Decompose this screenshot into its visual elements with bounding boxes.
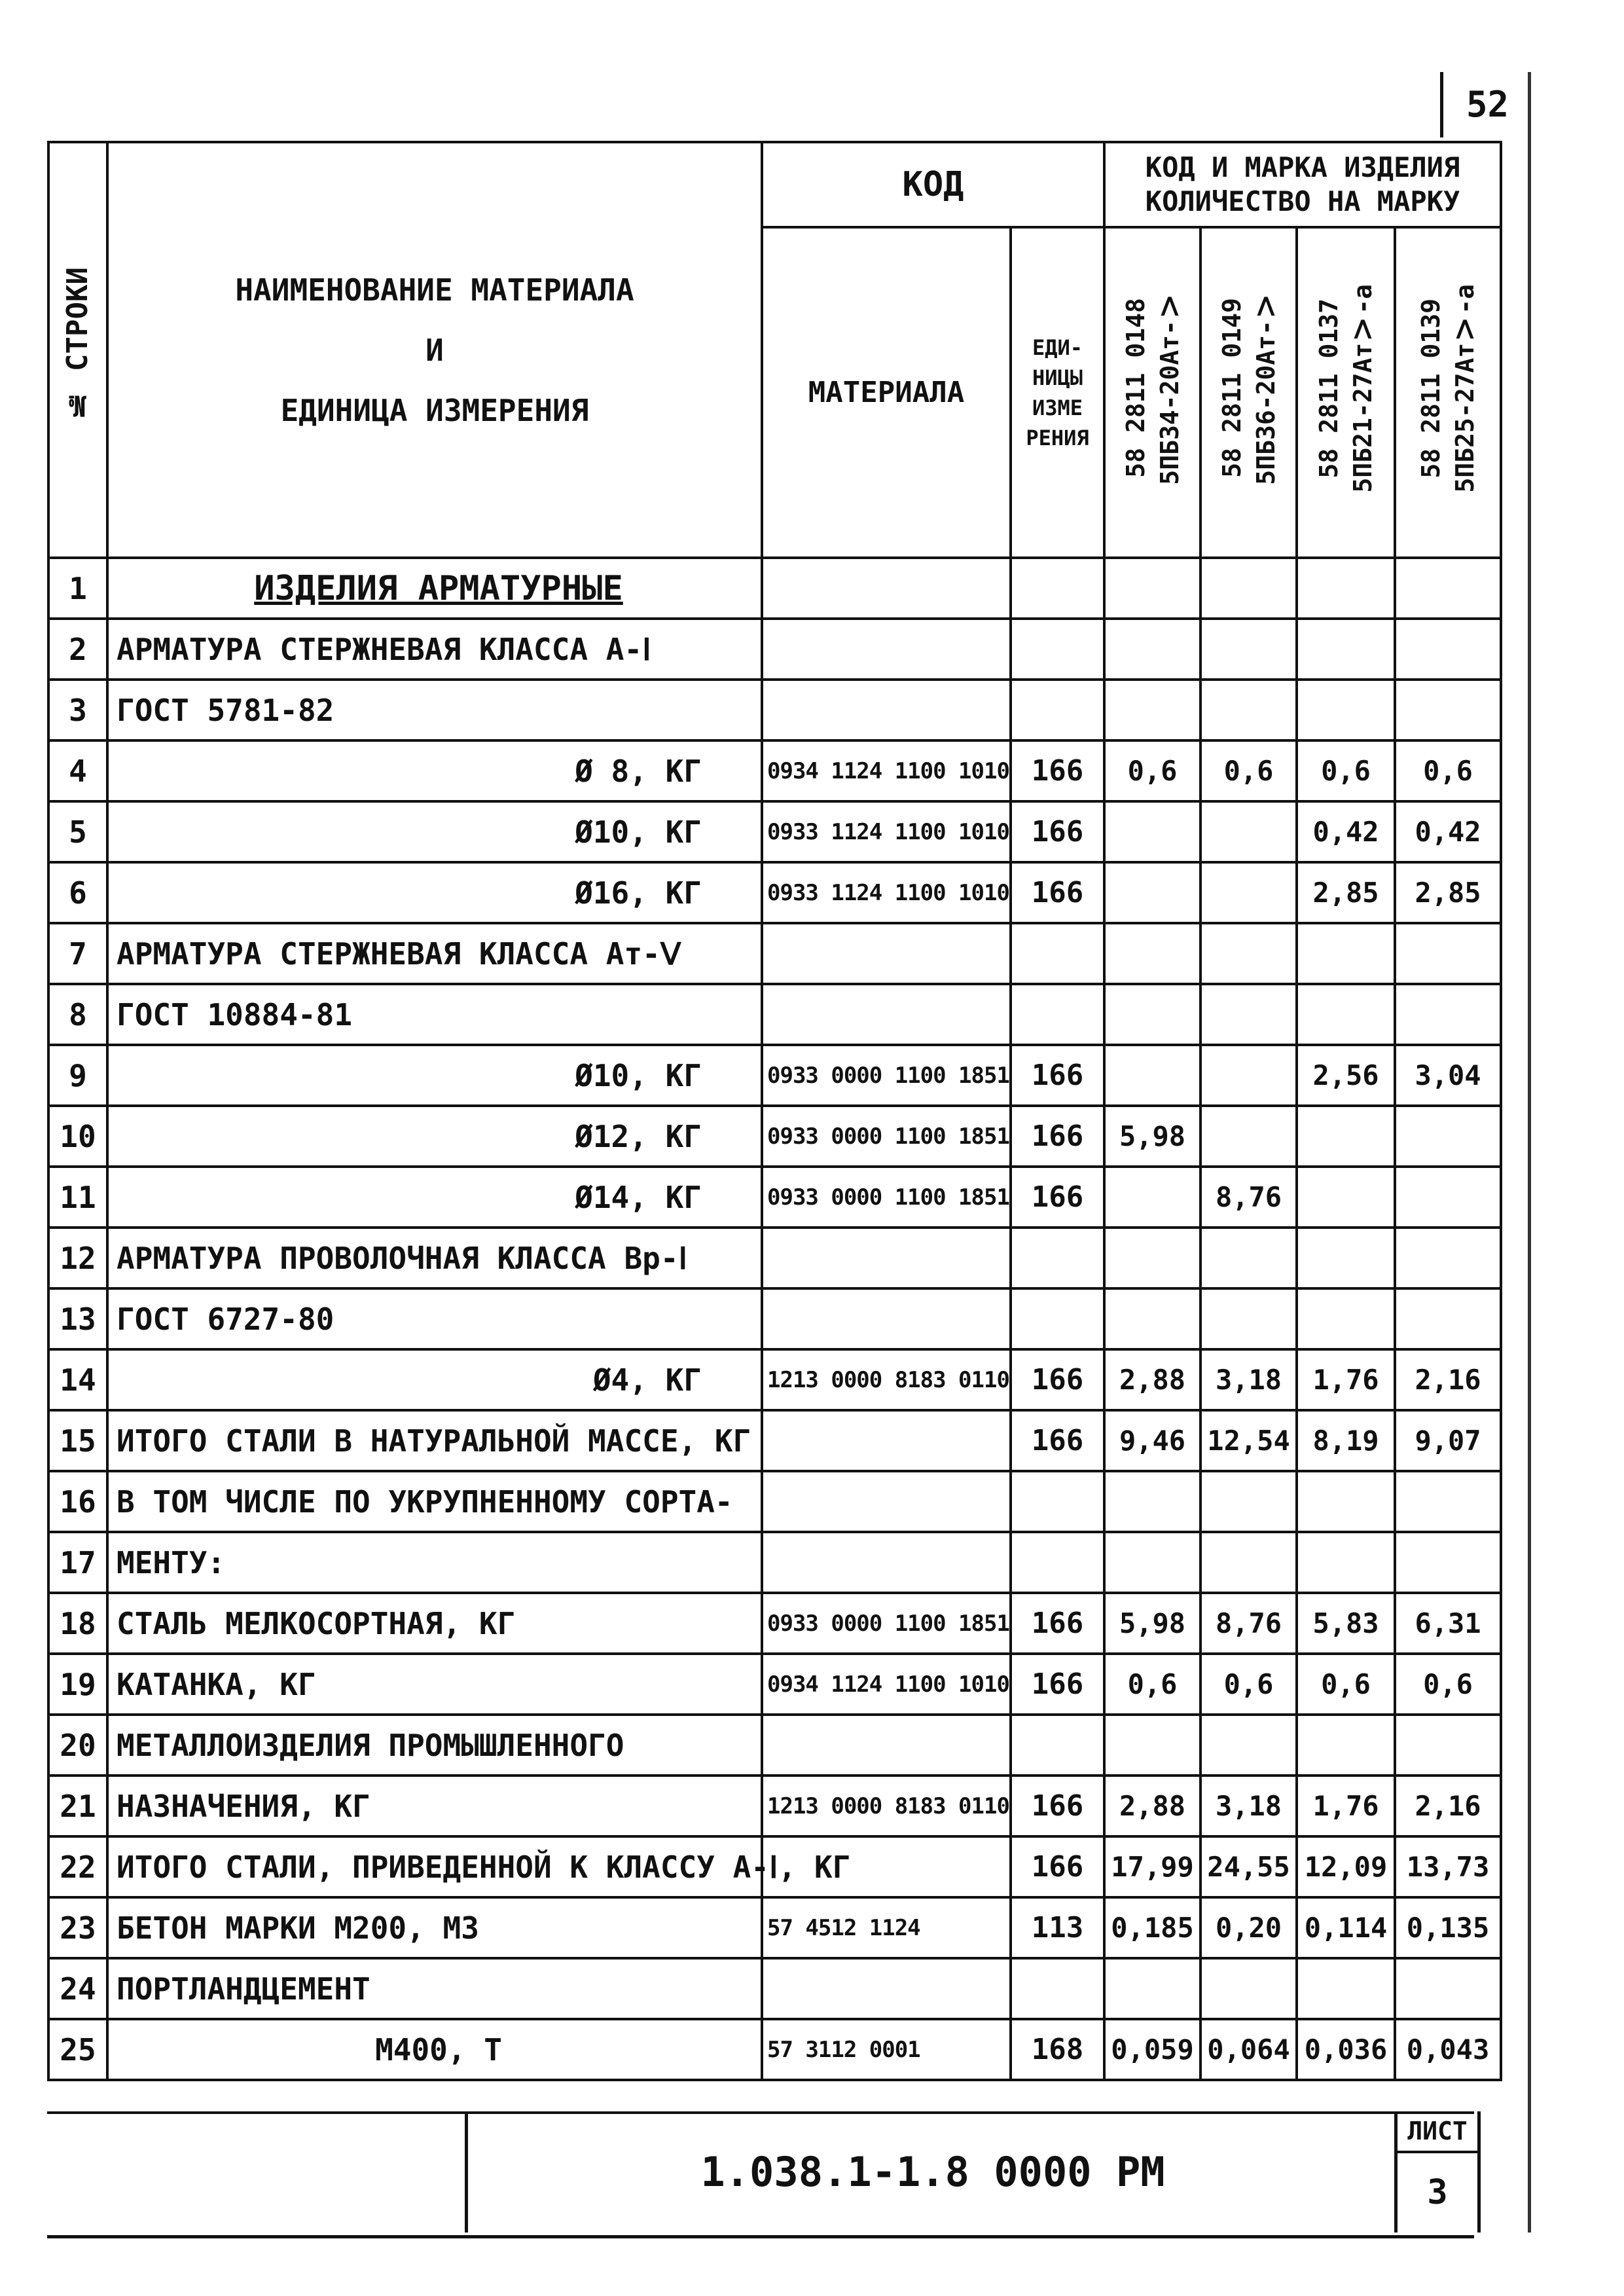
row-number: 24: [48, 1958, 107, 2019]
material-code: 0934 1124 1100 1010: [762, 740, 1011, 801]
quantity-4: [1395, 1288, 1501, 1349]
right-margin-line: [1528, 72, 1531, 2232]
unit-code: 166: [1011, 1410, 1104, 1471]
quantity-3: 5,83: [1297, 1593, 1395, 1654]
table-row: [48, 1410, 1501, 1471]
quantity-4: [1395, 619, 1501, 680]
quantity-1: [1104, 801, 1200, 862]
quantity-2: 0,6: [1200, 1654, 1297, 1715]
quantity-1: [1104, 558, 1200, 619]
quantity-4: 2,16: [1395, 1776, 1501, 1836]
quantity-3: 0,6: [1297, 1654, 1395, 1715]
unit-code: [1011, 1288, 1104, 1349]
quantity-4: [1395, 1958, 1501, 2019]
row-number: 3: [48, 680, 107, 740]
table-row: [48, 1897, 1501, 1958]
material-code: 0933 0000 1100 1851: [762, 1167, 1011, 1228]
quantity-4: 9,07: [1395, 1410, 1501, 1471]
quantity-1: [1104, 1532, 1200, 1593]
unit-code: [1011, 680, 1104, 740]
product-column-1: 58 2811 0148 5ПБ34-20Ат-Ⅴ: [1104, 227, 1200, 558]
quantity-1: 0,059: [1104, 2019, 1200, 2080]
quantity-1: [1104, 923, 1200, 984]
table-row: [48, 1958, 1501, 2019]
header-product: [1104, 142, 1501, 227]
material-code: 0933 1124 1100 1010: [762, 862, 1011, 923]
quantity-3: 0,114: [1297, 1897, 1395, 1958]
table-row: [48, 1045, 1501, 1106]
material-code: 0933 1124 1100 1010: [762, 801, 1011, 862]
page-number: 52: [1440, 72, 1532, 137]
header-name-line3: ЕДИНИЦА ИЗМЕРЕНИЯ: [280, 392, 589, 428]
quantity-3: 8,19: [1297, 1410, 1395, 1471]
quantity-2: 12,54: [1200, 1410, 1297, 1471]
unit-code: [1011, 923, 1104, 984]
quantity-2: [1200, 923, 1297, 984]
document-code: 1.038.1-1.8 0000 РМ: [465, 2111, 1398, 2232]
row-number: 8: [48, 984, 107, 1045]
quantity-2: [1200, 984, 1297, 1045]
row-number: 7: [48, 923, 107, 984]
header-code: КОД: [762, 142, 1104, 227]
quantity-1: [1104, 1958, 1200, 2019]
unit-code: 166: [1011, 1836, 1104, 1897]
row-number: 18: [48, 1593, 107, 1654]
row-number: 16: [48, 1471, 107, 1532]
table-row: [48, 740, 1501, 801]
table-row: [48, 619, 1501, 680]
quantity-2: [1200, 862, 1297, 923]
material-code: 1213 0000 8183 0110: [762, 1349, 1011, 1410]
quantity-4: [1395, 984, 1501, 1045]
quantity-3: [1297, 1715, 1395, 1776]
quantity-2: 24,55: [1200, 1836, 1297, 1897]
material-name: В ТОМ ЧИСЛЕ ПО УКРУПНЕННОМУ СОРТА-: [107, 1471, 762, 1532]
material-name: Ø 8, КГ: [107, 740, 762, 801]
unit-code: [1011, 1471, 1104, 1532]
quantity-3: [1297, 1532, 1395, 1593]
quantity-4: [1395, 1471, 1501, 1532]
header-code-unit-line2: НИЦЫ: [1032, 365, 1083, 390]
quantity-1: 2,88: [1104, 1349, 1200, 1410]
quantity-2: 3,18: [1200, 1349, 1297, 1410]
quantity-1: 2,88: [1104, 1776, 1200, 1836]
material-name: СТАЛЬ МЕЛКОСОРТНАЯ, КГ: [107, 1593, 762, 1654]
unit-code: 166: [1011, 1593, 1104, 1654]
unit-code: [1011, 1958, 1104, 2019]
material-name: ГОСТ 5781-82: [107, 680, 762, 740]
quantity-2: [1200, 1228, 1297, 1288]
quantity-4: 0,6: [1395, 1654, 1501, 1715]
material-code: [762, 1532, 1011, 1593]
quantity-2: 0,064: [1200, 2019, 1297, 2080]
quantity-2: [1200, 1715, 1297, 1776]
material-name: Ø16, КГ: [107, 862, 762, 923]
row-number: 14: [48, 1349, 107, 1410]
table-row: [48, 1228, 1501, 1288]
unit-code: [1011, 1228, 1104, 1288]
quantity-4: 6,31: [1395, 1593, 1501, 1654]
row-number: 5: [48, 801, 107, 862]
quantity-2: [1200, 619, 1297, 680]
quantity-2: 0,6: [1200, 740, 1297, 801]
quantity-3: 2,56: [1297, 1045, 1395, 1106]
header-product-line1: КОД И МАРКА ИЗДЕЛИЯ: [1145, 151, 1460, 183]
quantity-2: 8,76: [1200, 1167, 1297, 1228]
quantity-2: [1200, 1471, 1297, 1532]
row-number: 1: [48, 558, 107, 619]
quantity-4: [1395, 1715, 1501, 1776]
row-number: 6: [48, 862, 107, 923]
table-row: [48, 1167, 1501, 1228]
table-row: [48, 1532, 1501, 1593]
quantity-1: 17,99: [1104, 1836, 1200, 1897]
quantity-4: 2,85: [1395, 862, 1501, 923]
row-number: 4: [48, 740, 107, 801]
unit-code: 166: [1011, 1167, 1104, 1228]
material-code: 0934 1124 1100 1010: [762, 1654, 1011, 1715]
quantity-1: [1104, 1228, 1200, 1288]
material-code: [762, 923, 1011, 984]
quantity-4: [1395, 1532, 1501, 1593]
unit-code: [1011, 619, 1104, 680]
header-name: [107, 142, 762, 558]
table-row: [48, 1288, 1501, 1349]
row-number: 2: [48, 619, 107, 680]
header-name-line1: НАИМЕНОВАНИЕ МАТЕРИАЛА: [235, 272, 634, 308]
row-number: 23: [48, 1897, 107, 1958]
material-code: [762, 984, 1011, 1045]
material-name: ГОСТ 6727-80: [107, 1288, 762, 1349]
table-row: [48, 680, 1501, 740]
unit-code: 166: [1011, 1654, 1104, 1715]
header-code-unit-line3: ИЗМЕ: [1032, 395, 1083, 420]
sheet-number: 3: [1427, 2173, 1448, 2212]
material-code: [762, 1958, 1011, 2019]
product-column-4: 58 2811 0139 5ПБ25-27АтⅤ-а: [1395, 227, 1501, 558]
material-name: ПОРТЛАНДЦЕМЕНТ: [107, 1958, 762, 2019]
row-number: 11: [48, 1167, 107, 1228]
quantity-4: 2,16: [1395, 1349, 1501, 1410]
table-row: [48, 2019, 1501, 2080]
row-number: 21: [48, 1776, 107, 1836]
header-code-unit-line1: ЕДИ-: [1032, 335, 1083, 360]
table-row: [48, 1471, 1501, 1532]
quantity-2: 3,18: [1200, 1776, 1297, 1836]
material-name: [107, 558, 762, 619]
material-name: ИТОГО СТАЛИ, ПРИВЕДЕННОЙ К КЛАССУ А-Ⅰ, КГ: [107, 1836, 762, 1897]
quantity-3: [1297, 984, 1395, 1045]
quantity-2: [1200, 801, 1297, 862]
product-column-2: 58 2811 0149 5ПБ36-20Ат-Ⅴ: [1200, 227, 1297, 558]
quantity-1: 0,6: [1104, 740, 1200, 801]
quantity-1: 5,98: [1104, 1106, 1200, 1167]
material-code: [762, 680, 1011, 740]
row-number: 15: [48, 1410, 107, 1471]
unit-code: 166: [1011, 862, 1104, 923]
quantity-1: 5,98: [1104, 1593, 1200, 1654]
quantity-1: [1104, 680, 1200, 740]
material-code: 0933 0000 1100 1851: [762, 1045, 1011, 1106]
table-row: [48, 1776, 1501, 1836]
quantity-3: [1297, 923, 1395, 984]
quantity-4: 0,42: [1395, 801, 1501, 862]
quantity-1: [1104, 1288, 1200, 1349]
quantity-3: [1297, 1167, 1395, 1228]
row-number: 17: [48, 1532, 107, 1593]
quantity-1: [1104, 1167, 1200, 1228]
material-name: БЕТОН МАРКИ М200, М3: [107, 1897, 762, 1958]
quantity-4: 13,73: [1395, 1836, 1501, 1897]
material-code: 0933 0000 1100 1851: [762, 1593, 1011, 1654]
quantity-2: [1200, 1045, 1297, 1106]
table-row: [48, 1349, 1501, 1410]
quantity-2: [1200, 558, 1297, 619]
material-name: МЕТАЛЛОИЗДЕЛИЯ ПРОМЫШЛЕННОГО: [107, 1715, 762, 1776]
quantity-2: [1200, 1532, 1297, 1593]
quantity-3: [1297, 1958, 1395, 2019]
material-name: КАТАНКА, КГ: [107, 1654, 762, 1715]
quantity-1: 9,46: [1104, 1410, 1200, 1471]
table-row: [48, 984, 1501, 1045]
quantity-3: 0,036: [1297, 2019, 1395, 2080]
header-name-line2: И: [425, 332, 444, 368]
quantity-3: 0,42: [1297, 801, 1395, 862]
unit-code: 166: [1011, 1776, 1104, 1836]
quantity-2: [1200, 1106, 1297, 1167]
quantity-2: [1200, 1958, 1297, 2019]
quantity-4: [1395, 558, 1501, 619]
quantity-3: [1297, 1471, 1395, 1532]
quantity-1: [1104, 1715, 1200, 1776]
material-code: [762, 1410, 1011, 1471]
product-column-3: 58 2811 0137 5ПБ21-27АтⅤ-а: [1297, 227, 1395, 558]
material-code: 57 3112 0001: [762, 2019, 1011, 2080]
material-code: 1213 0000 8183 0110: [762, 1776, 1011, 1836]
quantity-3: [1297, 1228, 1395, 1288]
material-name: НАЗНАЧЕНИЯ, КГ: [107, 1776, 762, 1836]
header-row-no: № СТРОКИ: [48, 142, 107, 558]
table-row: [48, 801, 1501, 862]
header-code-unit: [1011, 227, 1104, 558]
sheet-box: [1394, 2111, 1481, 2232]
material-name: ИТОГО СТАЛИ В НАТУРАЛЬНОЙ МАССЕ, КГ: [107, 1410, 762, 1471]
quantity-1: 0,185: [1104, 1897, 1200, 1958]
material-name: Ø10, КГ: [107, 801, 762, 862]
quantity-2: 0,20: [1200, 1897, 1297, 1958]
row-number: 20: [48, 1715, 107, 1776]
quantity-3: [1297, 558, 1395, 619]
material-name: АРМАТУРА ПРОВОЛОЧНАЯ КЛАССА Вр-Ⅰ: [107, 1228, 762, 1288]
material-name: АРМАТУРА СТЕРЖНЕВАЯ КЛАССА Ат-Ⅴ: [107, 923, 762, 984]
quantity-3: 1,76: [1297, 1776, 1395, 1836]
quantity-1: [1104, 1045, 1200, 1106]
row-number: 9: [48, 1045, 107, 1106]
row-number: 10: [48, 1106, 107, 1167]
quantity-3: 1,76: [1297, 1349, 1395, 1410]
material-code: [762, 1228, 1011, 1288]
quantity-4: 0,043: [1395, 2019, 1501, 2080]
unit-code: [1011, 558, 1104, 619]
quantity-4: 0,135: [1395, 1897, 1501, 1958]
material-code: [762, 619, 1011, 680]
material-name: Ø12, КГ: [107, 1106, 762, 1167]
material-code: [762, 1715, 1011, 1776]
material-code: [762, 1288, 1011, 1349]
header-code-unit-line4: РЕНИЯ: [1026, 425, 1089, 450]
quantity-2: 8,76: [1200, 1593, 1297, 1654]
material-code: 57 4512 1124: [762, 1897, 1011, 1958]
unit-code: [1011, 984, 1104, 1045]
quantity-3: [1297, 1106, 1395, 1167]
material-name: АРМАТУРА СТЕРЖНЕВАЯ КЛАССА А-Ⅰ: [107, 619, 762, 680]
unit-code: 166: [1011, 801, 1104, 862]
quantity-3: 12,09: [1297, 1836, 1395, 1897]
quantity-1: [1104, 1471, 1200, 1532]
row-number: 22: [48, 1836, 107, 1897]
quantity-3: [1297, 619, 1395, 680]
quantity-4: [1395, 680, 1501, 740]
row-number: 12: [48, 1228, 107, 1288]
unit-code: 166: [1011, 1349, 1104, 1410]
quantity-4: 0,6: [1395, 740, 1501, 801]
quantity-4: [1395, 923, 1501, 984]
quantity-1: [1104, 619, 1200, 680]
material-name: Ø10, КГ: [107, 1045, 762, 1106]
header-product-line2: КОЛИЧЕСТВО НА МАРКУ: [1145, 185, 1460, 217]
quantity-4: [1395, 1228, 1501, 1288]
unit-code: 113: [1011, 1897, 1104, 1958]
material-name: М400, Т: [107, 2019, 762, 2080]
unit-code: [1011, 1532, 1104, 1593]
unit-code: 168: [1011, 2019, 1104, 2080]
material-name: ГОСТ 10884-81: [107, 984, 762, 1045]
specification-table: [47, 141, 1502, 2081]
table-row: [48, 1715, 1501, 1776]
material-code: 0933 0000 1100 1851: [762, 1106, 1011, 1167]
row-number: 19: [48, 1654, 107, 1715]
table-body: [48, 558, 1501, 2080]
quantity-4: [1395, 1167, 1501, 1228]
table-row: [48, 558, 1501, 619]
quantity-1: [1104, 984, 1200, 1045]
quantity-2: [1200, 1288, 1297, 1349]
unit-code: 166: [1011, 1045, 1104, 1106]
header-code-material: МАТЕРИАЛА: [762, 227, 1011, 558]
material-code: [762, 558, 1011, 619]
quantity-3: [1297, 680, 1395, 740]
row-number: 25: [48, 2019, 107, 2080]
table-row: [48, 1593, 1501, 1654]
table-row: [48, 862, 1501, 923]
material-code: [762, 1471, 1011, 1532]
sheet-label: ЛИСТ: [1398, 2111, 1477, 2153]
table-row: [48, 923, 1501, 984]
quantity-4: 3,04: [1395, 1045, 1501, 1106]
table-row: [48, 1654, 1501, 1715]
section-title: ИЗДЕЛИЯ АРМАТУРНЫЕ: [254, 568, 623, 608]
quantity-3: [1297, 1288, 1395, 1349]
material-name: Ø14, КГ: [107, 1167, 762, 1228]
unit-code: 166: [1011, 1106, 1104, 1167]
quantity-1: 0,6: [1104, 1654, 1200, 1715]
quantity-2: [1200, 680, 1297, 740]
table-row: [48, 1836, 1501, 1897]
quantity-4: [1395, 1106, 1501, 1167]
table-row: [48, 1106, 1501, 1167]
quantity-3: 2,85: [1297, 862, 1395, 923]
quantity-1: [1104, 862, 1200, 923]
unit-code: [1011, 1715, 1104, 1776]
row-number: 13: [48, 1288, 107, 1349]
unit-code: 166: [1011, 740, 1104, 801]
quantity-3: 0,6: [1297, 740, 1395, 801]
material-name: МЕНТУ:: [107, 1532, 762, 1593]
material-name: Ø4, КГ: [107, 1349, 762, 1410]
